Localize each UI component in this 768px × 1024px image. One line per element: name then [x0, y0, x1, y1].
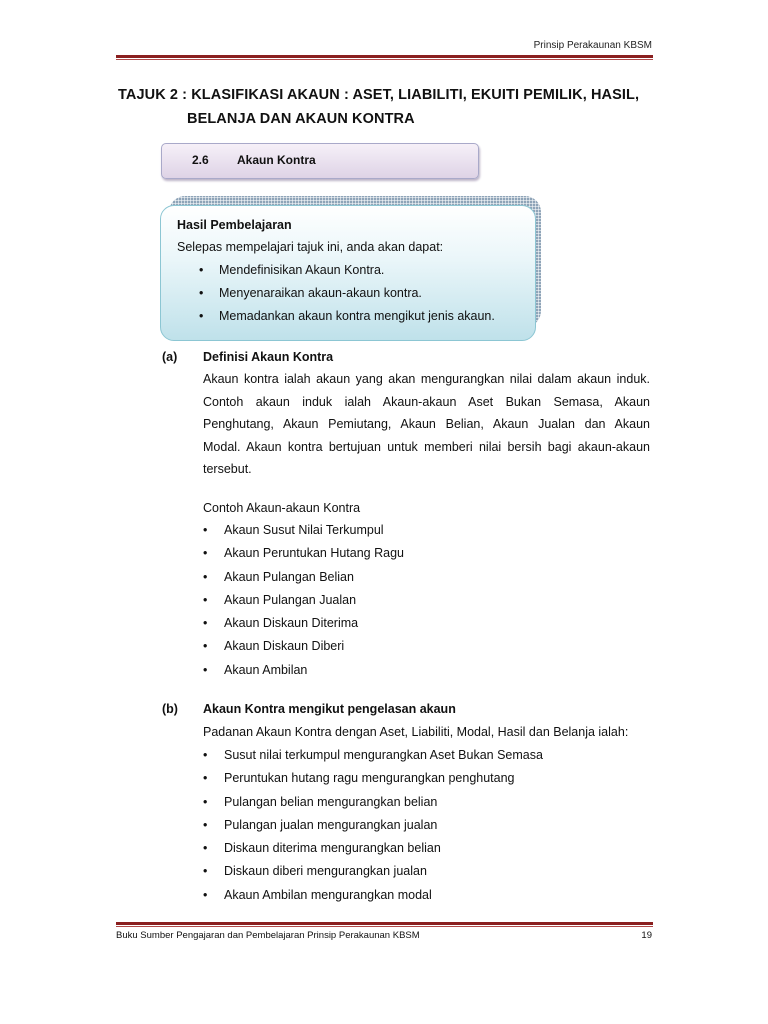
list-item — [203, 639, 404, 662]
chapter-title-line-2: BELANJA DAN AKAUN KONTRA — [187, 111, 415, 127]
part-b-intro: Padanan Akaun Kontra dengan Aset, Liabiliti, Modal, Hasil dan Belanja ialah: — [203, 725, 629, 739]
list-item-text: Akaun Diskaun Diterima — [224, 616, 359, 631]
learning-intro: Selepas mempelajari tajuk ini, anda akan dapat: — [177, 240, 444, 254]
learning-list — [199, 263, 495, 332]
para-line: Penghutang, Akaun Pemiutang, Akaun Belian, Akaun Jualan dan Akaun — [203, 417, 650, 431]
learning-item — [199, 263, 495, 286]
list-item — [203, 771, 543, 794]
footer-text: Buku Sumber Pengajaran dan Pembelajaran Prinsip Perakaunan KBSM — [116, 930, 420, 941]
list-item-text: Akaun Peruntukan Hutang Ragu — [224, 546, 404, 561]
list-item — [203, 795, 543, 818]
learning-title: Hasil Pembelajaran — [177, 218, 292, 232]
footer-rule-thin — [116, 926, 653, 927]
list-item-text: Diskaun diberi mengurangkan jualan — [224, 864, 427, 879]
page-header-text: Prinsip Perakaunan KBSM — [533, 40, 652, 51]
learning-item — [199, 309, 495, 332]
footer-rule — [116, 922, 653, 925]
list-item — [203, 888, 543, 911]
para-line: Contoh akaun induk ialah Akaun-akaun Aset Bukan Semasa, Akaun — [203, 394, 650, 409]
bullet-icon: • — [203, 616, 208, 631]
list-item — [203, 593, 404, 616]
list-item-text: Akaun Pulangan Jualan — [224, 592, 357, 607]
bullet-icon: • — [199, 286, 204, 300]
list-item — [203, 523, 404, 546]
list-item — [203, 841, 543, 864]
bullet-icon: • — [203, 864, 208, 879]
bullet-icon: • — [203, 546, 208, 561]
list-item-text: Akaun Susut Nilai Terkumpul — [224, 523, 384, 537]
chapter-title — [118, 83, 678, 131]
list-item — [203, 663, 404, 686]
list-item — [203, 864, 543, 887]
bullet-icon: • — [203, 887, 208, 902]
bullet-icon: • — [203, 569, 208, 584]
page-number: 19 — [641, 930, 652, 941]
bullet-icon: • — [203, 794, 208, 809]
list-item-text: Susut nilai terkumpul mengurangkan Aset Bukan Semasa — [224, 748, 543, 762]
para-line: Akaun kontra ialah akaun yang akan mengurangkan nilai dalam akaun induk. — [203, 372, 650, 386]
part-b-label: (b) — [162, 702, 178, 716]
list-item-text: Akaun Pulangan Belian — [224, 569, 354, 584]
bullet-icon: • — [203, 817, 208, 832]
list-item-text: Akaun Ambilan mengurangkan modal — [224, 887, 432, 902]
bullet-icon: • — [203, 523, 208, 537]
list-item — [203, 818, 543, 841]
list-item-text: Peruntukan hutang ragu mengurangkan penghutang — [224, 771, 515, 786]
bullet-icon: • — [199, 263, 204, 277]
part-a-paragraph — [203, 368, 650, 481]
para-line: Modal. Akaun kontra bertujuan untuk memberi nilai bersih bagi akaun-akaun — [203, 439, 650, 454]
list-item-text: Pulangan jualan mengurangkan jualan — [224, 817, 438, 832]
bullet-icon: • — [203, 592, 208, 607]
part-b-heading: Akaun Kontra mengikut pengelasan akaun — [203, 702, 456, 716]
list-item-text: Akaun Diskaun Diberi — [224, 639, 345, 654]
list-item-text: Diskaun diterima mengurangkan belian — [224, 841, 441, 856]
bullet-icon: • — [203, 748, 208, 762]
section-name: Akaun Kontra — [237, 153, 316, 167]
list-item-text: Akaun Ambilan — [224, 662, 308, 677]
list-item — [203, 570, 404, 593]
part-a-heading: Definisi Akaun Kontra — [203, 350, 334, 364]
bullet-icon: • — [203, 662, 208, 677]
bullet-icon: • — [203, 771, 208, 786]
learning-item-text: Menyenaraikan akaun-akaun kontra. — [219, 286, 422, 300]
learning-outcomes-box — [160, 205, 536, 341]
learning-item — [199, 286, 495, 309]
chapter-title-line-1: TAJUK 2 : KLASIFIKASI AKAUN : ASET, LIABILITI, EKUITI PEMILIK, HASIL, — [118, 87, 640, 103]
list-item-text: Pulangan belian mengurangkan belian — [224, 794, 438, 809]
list-item — [203, 748, 543, 771]
bullet-icon: • — [203, 841, 208, 856]
learning-item-text: Memadankan akaun kontra mengikut jenis akaun. — [219, 309, 495, 323]
part-a-label: (a) — [162, 350, 178, 364]
list-item — [203, 546, 404, 569]
examples-list — [203, 523, 404, 686]
bullet-icon: • — [203, 639, 208, 654]
examples-title: Contoh Akaun-akaun Kontra — [203, 501, 361, 515]
header-rule-thin — [116, 59, 653, 60]
bullet-icon: • — [199, 309, 204, 323]
para-line: tersebut. — [203, 462, 252, 476]
part-b-list — [203, 748, 543, 911]
section-box — [161, 143, 479, 179]
header-rule — [116, 55, 653, 58]
learning-item-text: Mendefinisikan Akaun Kontra. — [219, 263, 385, 277]
list-item — [203, 616, 404, 639]
section-number: 2.6 — [192, 153, 209, 167]
